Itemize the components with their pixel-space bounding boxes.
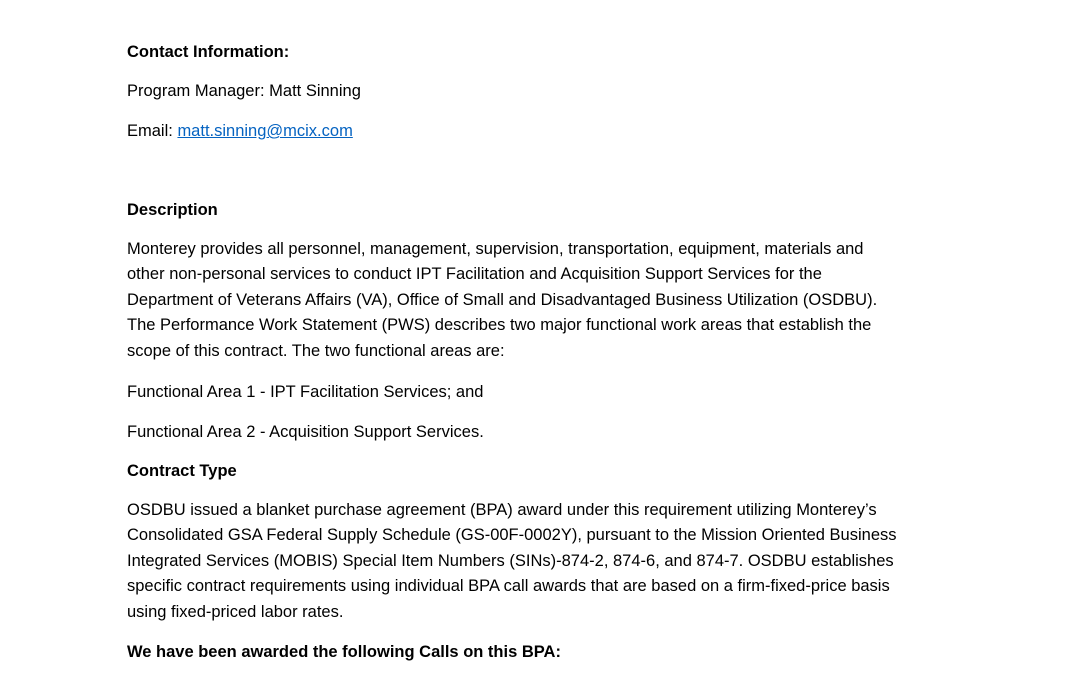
description-line: Department of Veterans Affairs (VA), Office of Small and Disadvantaged Business Utilization (OSDBU). [127, 290, 878, 309]
functional-area-1: Functional Area 1 - IPT Facilitation Services; and [127, 383, 484, 401]
description-line: The Performance Work Statement (PWS) describes two major functional work areas that establish the [127, 316, 872, 335]
contract-type-line: Consolidated GSA Federal Supply Schedule (GS-00F-0002Y), pursuant to the Mission Oriented Business [127, 526, 897, 545]
description-line: Monterey provides all personnel, management, supervision, transportation, equipment, materials and [127, 240, 864, 258]
email-link[interactable]: matt.sinning@mcix.com [177, 122, 353, 140]
description-paragraph [127, 237, 967, 364]
contract-type-paragraph [127, 498, 967, 625]
email-line [127, 119, 967, 144]
contract-type-line: Integrated Services (MOBIS) Special Item Numbers (SINs)-874-2, 874-6, and 874-7. OSDBU establishes [127, 551, 894, 570]
program-manager-line [127, 79, 967, 104]
functional-area-2: Functional Area 2 - Acquisition Support Services. [127, 423, 484, 441]
contract-type-line: using fixed-priced labor rates. [127, 602, 344, 621]
description-heading: Description [127, 201, 218, 219]
contact-heading: Contact Information: [127, 43, 290, 61]
contract-type-heading: Contract Type [127, 462, 237, 480]
email-label: Email: [127, 122, 173, 140]
calls-heading: We have been awarded the following Calls on this BPA: [127, 643, 561, 661]
description-line: scope of this contract. The two functional areas are: [127, 341, 505, 360]
contract-type-line: OSDBU issued a blanket purchase agreement (BPA) award under this requirement utilizing Monterey’s [127, 501, 877, 519]
description-line: other non-personal services to conduct IPT Facilitation and Acquisition Support Services for the [127, 265, 822, 284]
contract-type-line: specific contract requirements using individual BPA call awards that are based on a firm-fixed-price basis [127, 577, 890, 596]
program-manager-label: Program Manager: [127, 82, 265, 100]
program-manager-name: Matt Sinning [269, 82, 361, 100]
